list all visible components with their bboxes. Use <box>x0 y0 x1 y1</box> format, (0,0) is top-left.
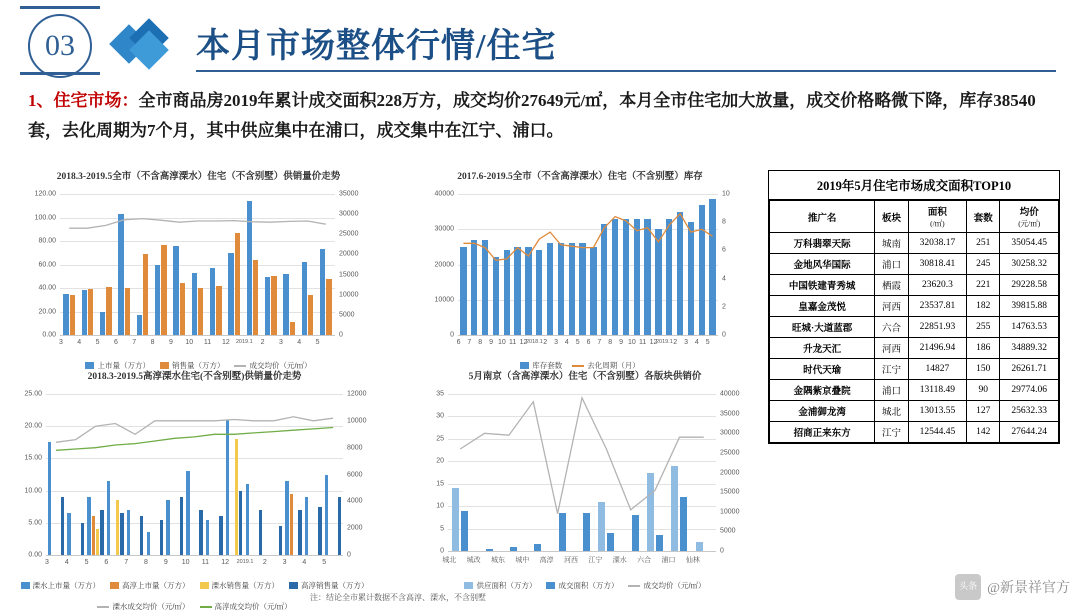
legend-item <box>464 580 536 591</box>
x-axis-tick: 11 <box>203 339 212 346</box>
table-cell: 150 <box>967 359 1000 380</box>
slide-header <box>0 0 1080 78</box>
title-underline <box>196 70 1056 72</box>
chart-title: 5月南京（含高淳溧水）住宅（不含别墅）各版块供销价 <box>468 372 702 382</box>
y-axis-tick-left: 5 <box>440 525 444 533</box>
x-axis-tick: 河西 <box>564 557 579 564</box>
legend-swatch <box>234 365 246 367</box>
line-series <box>56 417 333 443</box>
y-axis-tick-right: 4 <box>722 275 726 283</box>
y-axis-tick-left: 10 <box>436 502 444 510</box>
y-axis-tick-right: 20000 <box>720 469 740 476</box>
legend-swatch <box>110 582 119 589</box>
y-axis-tick-left: 25.00 <box>24 390 42 398</box>
x-axis-tick: 2 <box>260 339 265 346</box>
table-cell: 金地风华国际 <box>770 254 875 275</box>
x-axis-tick: 4 <box>77 339 82 346</box>
x-axis-tick: 城东 <box>490 557 505 564</box>
x-axis-tick: 4 <box>694 339 699 346</box>
x-axis-line <box>60 335 335 336</box>
y-axis-tick-left: 20000 <box>434 261 454 268</box>
x-axis-tick: 4 <box>297 339 302 346</box>
x-axis-tick: 仙林 <box>685 557 700 564</box>
y-axis-tick-right: 2 <box>722 303 726 311</box>
line-series <box>69 219 326 229</box>
x-axis-tick: 2019.1 <box>235 339 253 345</box>
x-axis-tick: 9 <box>489 339 493 346</box>
watermark-logo: 头条 <box>955 574 981 600</box>
x-axis-tick: 8 <box>478 339 483 346</box>
header-rule-top <box>20 6 100 9</box>
top10-table-wrap <box>768 170 1060 444</box>
line-series <box>460 398 704 514</box>
y-axis-tick-right: 0 <box>720 547 724 555</box>
x-axis-tick: 8 <box>150 339 155 346</box>
legend-label: 溧水成交均价（元/㎡） <box>112 602 190 611</box>
y-axis-tick-right: 0 <box>347 551 351 559</box>
x-axis-tick: 5 <box>84 559 89 566</box>
table-body <box>770 233 1059 443</box>
table-col-header: 面积 (/㎡) <box>908 201 967 233</box>
table-cell: 14763.53 <box>1000 317 1059 338</box>
x-axis-tick: 3 <box>282 559 287 566</box>
legend-item <box>110 580 190 591</box>
summary-lead: 1、住宅市场： <box>28 91 139 110</box>
section-number-badge <box>28 14 92 78</box>
legend-label: 溧水销售量（万方） <box>211 581 279 590</box>
table-cell: 浦口 <box>875 254 908 275</box>
table-row <box>770 380 1059 401</box>
y-axis-tick-right: 6 <box>722 246 726 254</box>
x-axis-tick: 7 <box>597 339 602 346</box>
y-axis-tick-right: 10000 <box>347 417 367 425</box>
legend-label: 去化周期（月） <box>587 361 640 370</box>
table-cell: 32038.17 <box>908 233 967 254</box>
x-axis-tick: 江宁 <box>588 557 603 564</box>
table-row <box>770 317 1059 338</box>
line-series-layer <box>26 182 371 357</box>
y-axis-tick-right: 8 <box>722 218 726 226</box>
footnote: 注：结论全市累计数据不含高淳、溧水，不含别墅 <box>310 593 486 602</box>
line-series <box>463 214 712 261</box>
x-axis-tick: 3 <box>58 339 63 346</box>
x-axis-tick: 6 <box>104 559 109 566</box>
table-cell: 255 <box>967 317 1000 338</box>
x-axis-tick: 11 <box>509 339 517 346</box>
legend-label: 溧水上市量（万方） <box>32 581 100 590</box>
watermark <box>955 574 1070 600</box>
legend-label: 库存套数 <box>532 361 563 370</box>
x-axis-tick: 4 <box>564 339 569 346</box>
table-cell: 城南 <box>875 233 908 254</box>
x-axis-tick: 2019.1 <box>236 559 254 565</box>
table-cell: 招商正来东方 <box>770 422 875 443</box>
y-axis-tick-left: 40000 <box>434 190 454 198</box>
table-row <box>770 275 1059 296</box>
x-axis-tick: 城改 <box>466 557 481 564</box>
table-cell: 127 <box>967 401 1000 422</box>
y-axis-tick-left: 100.00 <box>34 214 56 221</box>
table-row <box>770 233 1059 254</box>
legend-swatch <box>289 582 298 589</box>
table-cell: 河西 <box>875 338 908 359</box>
x-axis-tick: 3 <box>45 559 49 566</box>
chart-chart1 <box>26 168 371 371</box>
x-axis-tick: 10 <box>181 559 190 566</box>
table-cell: 90 <box>967 380 1000 401</box>
page-title: 本月市场整体行情/住宅 <box>196 28 557 65</box>
table-col-header: 套数 <box>967 201 1000 233</box>
summary-body: 全市商品房2019年累计成交面积228万方，成交均价27649元/㎡，本月全市住宅加大放量，成交价格略微下降，库存38540套，去化周期为7个月，其中供应集中在浦口，成交集中在江宁、浦口。 <box>28 91 1036 140</box>
chart-chart4 <box>420 368 750 591</box>
table-cell: 河西 <box>875 296 908 317</box>
table-cell: 245 <box>967 254 1000 275</box>
table-cell: 221 <box>967 275 1000 296</box>
table-row <box>770 296 1059 317</box>
y-axis-tick-left: 20 <box>436 457 444 465</box>
table-cell: 34889.32 <box>1000 338 1059 359</box>
table-cell: 30818.41 <box>908 254 967 275</box>
table-cell: 27644.24 <box>1000 422 1059 443</box>
table-cell: 升龙天汇 <box>770 338 875 359</box>
y-axis-tick-right: 35000 <box>720 410 740 418</box>
y-axis-tick-left: 0 <box>450 331 454 339</box>
y-axis-tick-right: 35000 <box>339 190 359 198</box>
x-axis-tick: 高淳 <box>539 557 554 564</box>
table-col-header: 推广名 <box>770 201 875 233</box>
table-cell: 12544.45 <box>908 422 967 443</box>
x-axis-tick: 六合 <box>637 557 652 564</box>
line-series-layer <box>12 382 377 577</box>
legend-label: 成交均价（元/㎡） <box>643 581 706 590</box>
table-col-header: 均价 (元/㎡) <box>1000 201 1059 233</box>
legend-label: 销售量（万方） <box>171 361 225 370</box>
table-cell: 13118.49 <box>908 380 967 401</box>
y-axis-tick-left: 25 <box>436 435 444 443</box>
watermark-text: @新景祥官方 <box>987 581 1070 596</box>
table-cell: 江宁 <box>875 359 908 380</box>
x-axis-tick: 10 <box>627 339 636 346</box>
y-axis-tick-right: 4000 <box>347 497 363 505</box>
y-axis-tick-right: 5000 <box>720 527 736 535</box>
legend-item <box>200 580 280 591</box>
legend-item <box>289 580 369 591</box>
chart-chart2 <box>420 168 740 371</box>
y-axis-tick-left: 35 <box>436 390 444 398</box>
y-axis-tick-left: 0.00 <box>42 331 56 339</box>
y-axis-tick-right: 10 <box>722 190 730 198</box>
chart-plot-area <box>12 382 377 577</box>
table-cell: 13013.55 <box>908 401 967 422</box>
table-cell: 23620.3 <box>908 275 967 296</box>
y-axis-tick-right: 0 <box>339 331 343 339</box>
legend-swatch <box>21 582 30 589</box>
table-cell: 浦口 <box>875 380 908 401</box>
legend-item <box>628 580 705 591</box>
table-cell: 皇嘉金茂悦 <box>770 296 875 317</box>
table-cell: 186 <box>967 338 1000 359</box>
table-cell: 29228.58 <box>1000 275 1059 296</box>
y-axis-tick-right: 10000 <box>720 508 740 516</box>
y-axis-tick-right: 5000 <box>339 311 355 319</box>
y-axis-tick-left: 30 <box>436 412 444 420</box>
x-axis-tick: 6 <box>586 339 591 346</box>
line-series-layer <box>420 382 750 577</box>
table-header-row <box>770 201 1059 233</box>
table-cell: 26261.71 <box>1000 359 1059 380</box>
table-cell: 金浦御龙湾 <box>770 401 875 422</box>
x-axis-tick: 9 <box>163 559 168 566</box>
y-axis-tick-left: 60.00 <box>38 261 56 268</box>
y-axis-tick-right: 25000 <box>720 449 740 457</box>
y-axis-tick-left: 0 <box>440 547 444 555</box>
legend-item <box>200 601 292 612</box>
table-cell: 旺城·大道蓝郡 <box>770 317 875 338</box>
y-axis-tick-right: 12000 <box>347 390 367 398</box>
x-axis-tick: 2019.1 <box>655 339 673 345</box>
x-axis-tick: 5 <box>322 559 327 566</box>
y-axis-tick-left: 80.00 <box>38 237 56 245</box>
legend-item <box>546 580 618 591</box>
y-axis-tick-right: 15000 <box>720 488 740 496</box>
x-axis-tick: 3 <box>684 339 688 346</box>
y-axis-tick-left: 0.00 <box>28 551 42 559</box>
chart-plot-area <box>420 382 750 577</box>
legend-swatch <box>200 582 209 589</box>
legend-label: 成交面积（万方） <box>558 581 619 590</box>
table-cell: 182 <box>967 296 1000 317</box>
x-axis-tick: 2018.1 <box>525 339 543 345</box>
x-axis-tick: 12 <box>519 339 528 346</box>
legend-item <box>97 601 189 612</box>
x-axis-tick: 9 <box>619 339 623 346</box>
x-axis-tick: 12 <box>221 559 230 566</box>
x-axis-line <box>448 551 716 552</box>
y-axis-tick-left: 15 <box>436 480 444 488</box>
chart-title: 2018.3-2019.5全市（不含高淳溧水）住宅（不含别墅）供销量价走势 <box>56 172 341 182</box>
legend-label: 成交均价（元/㎡） <box>249 361 312 370</box>
x-axis-tick: 浦口 <box>661 557 676 564</box>
x-axis-line <box>46 555 343 556</box>
y-axis-tick-right: 0 <box>722 331 726 339</box>
summary-paragraph <box>28 86 1058 146</box>
chart-plot-area <box>26 182 371 357</box>
y-axis-tick-left: 30000 <box>434 225 454 233</box>
line-series-layer <box>420 182 740 357</box>
diamond-logo-icon <box>115 24 185 64</box>
x-axis-tick: 4 <box>302 559 307 566</box>
legend-label: 供应面积（万方） <box>476 581 537 590</box>
table-cell: 35054.45 <box>1000 233 1059 254</box>
y-axis-tick-left: 15.00 <box>24 454 42 462</box>
table-cell: 江宁 <box>875 422 908 443</box>
legend-swatch <box>464 582 473 589</box>
x-axis-tick: 10 <box>185 339 194 346</box>
x-axis-tick: 7 <box>467 339 472 346</box>
table-cell: 中国铁建青秀城 <box>770 275 875 296</box>
table-cell: 21496.94 <box>908 338 967 359</box>
x-axis-tick: 2 <box>673 339 678 346</box>
x-axis-tick: 10 <box>497 339 506 346</box>
table-row <box>770 401 1059 422</box>
y-axis-tick-left: 10000 <box>434 296 454 304</box>
x-axis-tick: 12 <box>222 339 230 346</box>
table-cell: 39815.88 <box>1000 296 1059 317</box>
y-axis-tick-right: 10000 <box>339 291 359 299</box>
x-axis-tick: 3 <box>278 339 283 346</box>
table-col-header: 板块 <box>875 201 908 233</box>
table-row <box>770 254 1059 275</box>
table-cell: 六合 <box>875 317 908 338</box>
legend-swatch <box>546 582 555 589</box>
chart-legend <box>420 580 750 591</box>
chart-plot-area <box>420 182 740 357</box>
x-axis-tick: 12 <box>649 339 658 346</box>
x-axis-tick: 5 <box>95 339 100 346</box>
table-cell: 23537.81 <box>908 296 967 317</box>
table-cell: 时代天瑜 <box>770 359 875 380</box>
x-axis-tick: 5 <box>575 339 580 346</box>
legend-label: 上市量（万方） <box>97 361 150 370</box>
legend-label: 高淳成交均价（元/㎡） <box>214 602 292 611</box>
legend-swatch <box>97 606 109 608</box>
y-axis-tick-right: 8000 <box>347 444 363 452</box>
table-cell: 29774.06 <box>1000 380 1059 401</box>
table-cell: 金隅紫京叠院 <box>770 380 875 401</box>
y-axis-tick-right: 25000 <box>339 230 359 238</box>
y-axis-tick-left: 5.00 <box>28 519 42 527</box>
x-axis-tick: 7 <box>132 339 137 346</box>
x-axis-tick: 城北 <box>442 557 457 564</box>
x-axis-tick: 7 <box>124 559 129 566</box>
x-axis-tick: 4 <box>64 559 69 566</box>
y-axis-tick-right: 30000 <box>720 429 740 437</box>
x-axis-tick: 11 <box>201 559 210 566</box>
table-cell: 251 <box>967 233 1000 254</box>
x-axis-tick: 2 <box>543 339 548 346</box>
y-axis-tick-left: 120.00 <box>34 190 56 198</box>
table-cell: 14827 <box>908 359 967 380</box>
x-axis-tick: 11 <box>639 339 647 346</box>
table-row <box>770 359 1059 380</box>
table-cell: 城北 <box>875 401 908 422</box>
table-cell: 万科翡翠天际 <box>770 233 875 254</box>
x-axis-tick: 6 <box>113 339 118 346</box>
legend-swatch <box>200 606 212 608</box>
table-cell: 栖霞 <box>875 275 908 296</box>
legend-swatch <box>628 585 640 587</box>
y-axis-tick-left: 20.00 <box>24 422 42 430</box>
y-axis-tick-right: 6000 <box>347 471 363 478</box>
legend-label: 高淳销售量（万方） <box>301 581 369 590</box>
table-cell: 22851.93 <box>908 317 967 338</box>
top10-table <box>769 171 1059 443</box>
x-axis-tick: 8 <box>144 559 148 566</box>
x-axis-tick: 溧水 <box>612 557 627 564</box>
x-axis-tick: 9 <box>168 339 173 346</box>
y-axis-tick-left: 40.00 <box>38 284 56 292</box>
table-row <box>770 422 1059 443</box>
x-axis-tick: 城中 <box>515 557 530 564</box>
table-row <box>770 338 1059 359</box>
legend-label: 高淳上市量（万方） <box>122 581 190 590</box>
x-axis-tick: 3 <box>554 339 558 346</box>
table-cell: 30258.32 <box>1000 254 1059 275</box>
y-axis-tick-right: 2000 <box>347 524 363 532</box>
table-cell: 142 <box>967 422 1000 443</box>
x-axis-tick: 2 <box>262 559 267 566</box>
y-axis-tick-left: 20.00 <box>38 308 56 315</box>
section-number: 03 <box>45 29 75 62</box>
x-axis-tick: 5 <box>315 339 320 346</box>
legend-swatch <box>572 365 584 367</box>
line-series <box>56 428 333 451</box>
y-axis-tick-right: 40000 <box>720 390 740 398</box>
y-axis-tick-right: 20000 <box>339 250 359 258</box>
top10-caption: 2019年5月住宅市场成交面积TOP10 <box>769 171 1059 200</box>
x-axis-tick: 5 <box>705 339 710 346</box>
chart-chart3 <box>12 368 377 612</box>
y-axis-tick-right: 15000 <box>339 271 359 279</box>
x-axis-line <box>458 335 718 336</box>
y-axis-tick-right: 30000 <box>339 210 359 218</box>
chart-title: 2018.3-2019.5高淳溧水住宅(不含别墅)供销量价走势 <box>87 372 302 382</box>
table-cell: 25632.33 <box>1000 401 1059 422</box>
chart-title: 2017.6-2019.5全市（不含高淳溧水）住宅（不含别墅）库存 <box>457 172 703 182</box>
legend-item <box>21 580 101 591</box>
x-axis-tick: 6 <box>456 339 461 346</box>
y-axis-tick-left: 10.00 <box>24 487 42 495</box>
x-axis-tick: 8 <box>608 339 613 346</box>
